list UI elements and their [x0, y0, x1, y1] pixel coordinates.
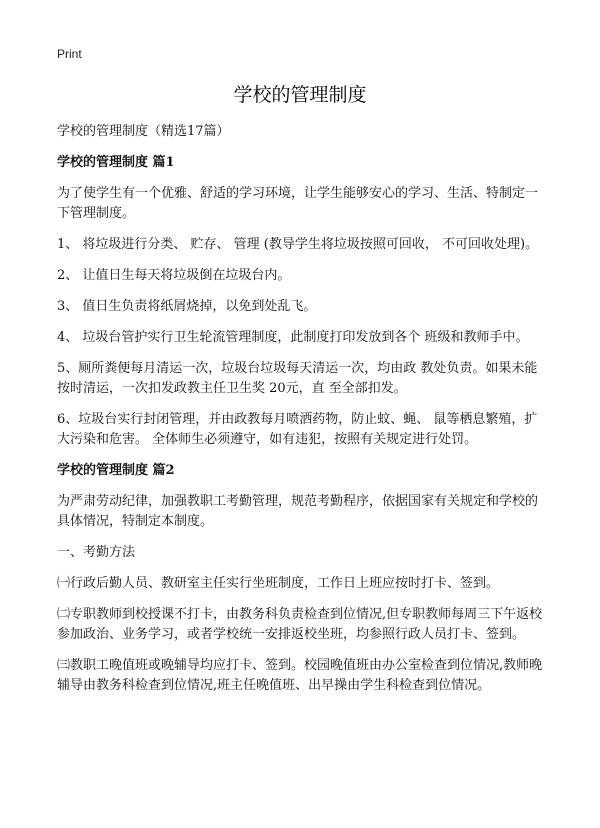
paragraph: 5、厕所粪便每月清运一次，垃圾台垃圾每天清运一次，均由政 教处负责。如果未能按时清运，一次扣发政教主任卫生奖 20元，直 至全部扣发。 [57, 361, 538, 396]
page-title: 学校的管理制度 [233, 84, 367, 106]
document-subtitle: 学校的管理制度（精选17篇） [57, 124, 230, 139]
paragraph: ㈠行政后勤人员、教研室主任实行坐班制度，工作日上班应按时打卡、签到。 [57, 576, 500, 591]
section-2 [57, 461, 547, 696]
section-heading: 学校的管理制度 篇1 [57, 155, 175, 170]
paragraph: 一、考勤方法 [57, 545, 136, 560]
paragraph: 3、 值日生负责将纸屑烧掉，以免到处乱飞。 [57, 299, 317, 314]
paragraph: 1、 将垃圾进行分类、 贮存、 管理 (教导学生将垃圾按照可回收， 不可回收处理)。 [57, 237, 539, 252]
paragraph: ㈢教职工晚值班或晚辅导均应打卡、签到。校园晚值班由办公室检查到位情况,教师晚辅导由教务科检查到位情况,班主任晚值班、出早操由学生科检查到位情况。 [57, 658, 543, 693]
paragraph: 为了使学生有一个优雅、舒适的学习环境，让学生能够安心的学习、生活、特制定一下管理制度。 [57, 186, 539, 221]
print-label: Print [57, 47, 82, 61]
section-heading: 学校的管理制度 篇2 [57, 463, 175, 478]
section-1 [57, 153, 547, 450]
paragraph: 4、 垃圾台管护实行卫生轮流管理制度，此制度打印发放到各个 班级和教师手中。 [57, 330, 529, 345]
paragraph: ㈡专职教师到校授课不打卡，由教务科负责检查到位情况,但专职教师每周三下午返校参加政治、业务学习，或者学校统一安排返校坐班，均参照行政人员打卡、签到。 [57, 607, 543, 642]
document-body [57, 122, 547, 707]
paragraph: 2、 让值日生每天将垃圾倒在垃圾台内。 [57, 268, 291, 283]
paragraph: 6、垃圾台实行封闭管理，并由政教每月喷洒药物，防止蚊、蝇、 鼠等栖息繁殖，扩大污染和危害。 全体师生必须遵守，如有违犯，按照有关规定进行处罚。 [57, 412, 538, 447]
paragraph: 为严肃劳动纪律，加强教职工考勤管理，规范考勤程序，依据国家有关规定和学校的具体情况，特制定本制度。 [57, 494, 539, 529]
